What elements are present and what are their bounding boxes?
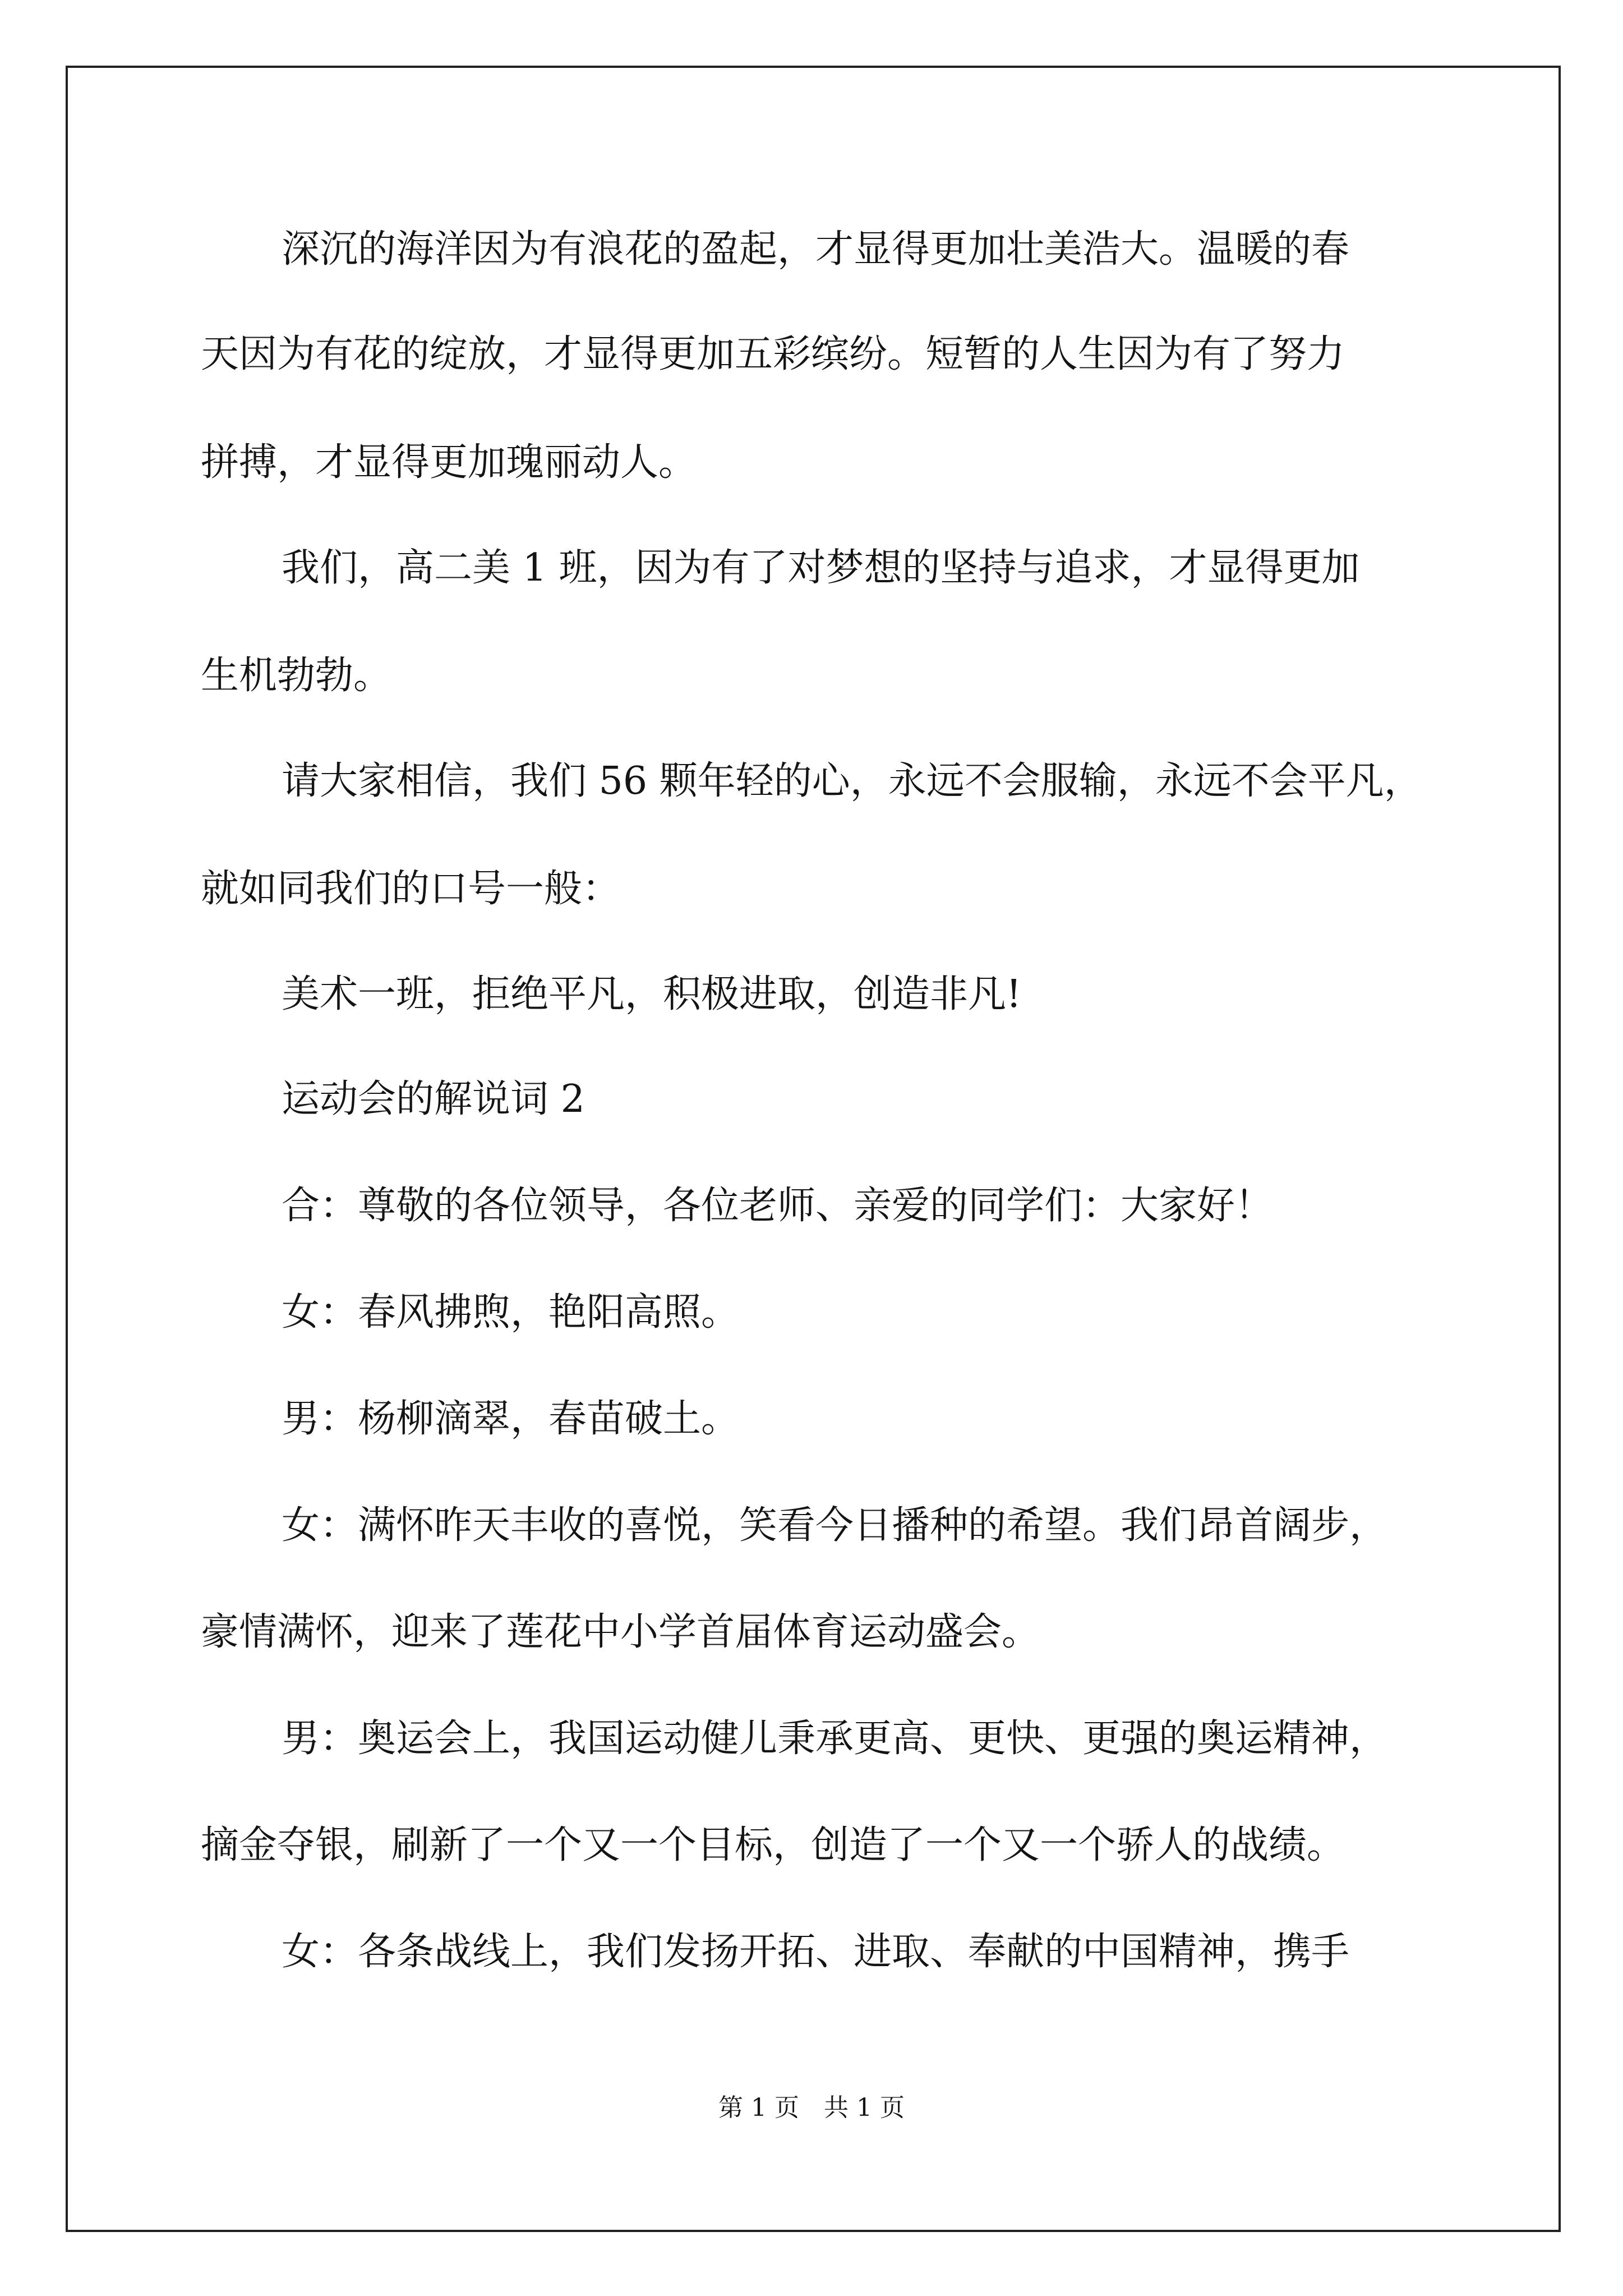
text-line-16: 摘金夺银，刷新了一个又一个目标，创造了一个又一个骄人的战绩。 — [201, 1823, 1345, 1867]
text-line-5: 生机勃勃。 — [201, 654, 392, 698]
section-heading: 运动会的解说词 2 — [282, 1077, 585, 1121]
text-line-14: 豪情满怀，迎来了莲花中小学首届体育运动盛会。 — [201, 1610, 1040, 1654]
text-line-1: 深沉的海洋因为有浪花的盈起，才显得更加壮美浩大。温暖的春 — [282, 227, 1350, 272]
text-line-2: 天因为有花的绽放，才显得更加五彩缤纷。短暂的人生因为有了努力 — [201, 332, 1345, 376]
text-line-3: 拼搏，才显得更加瑰丽动人。 — [201, 440, 697, 485]
text-line-7: 就如同我们的口号一般： — [201, 867, 621, 911]
text-line-12: 男：杨柳滴翠，春苗破土。 — [282, 1397, 740, 1441]
page-border — [66, 66, 1561, 2232]
text-line-8: 美术一班，拒绝平凡，积极进取，创造非凡! — [282, 972, 1022, 1016]
text-line-10: 合：尊敬的各位领导，各位老师、亲爱的同学们：大家好！ — [282, 1184, 1274, 1228]
text-line-11: 女：春风拂煦，艳阳高照。 — [282, 1290, 740, 1335]
text-line-15: 男：奥运会上，我国运动健儿秉承更高、更快、更强的奥运精神， — [282, 1717, 1388, 1761]
page-number: 第 1 页 共 1 页 — [718, 2093, 905, 2122]
text-line-6: 请大家相信，我们 56 颗年轻的心，永远不会服输，永远不会平凡， — [282, 759, 1422, 803]
text-line-4: 我们，高二美 1 班，因为有了对梦想的坚持与追求，才显得更加 — [282, 546, 1360, 590]
text-line-17: 女：各条战线上，我们发扬开拓、进取、奉献的中国精神，携手 — [282, 1930, 1350, 1974]
text-line-13: 女：满怀昨天丰收的喜悦，笑看今日播种的希望。我们昂首阔步， — [282, 1503, 1388, 1548]
